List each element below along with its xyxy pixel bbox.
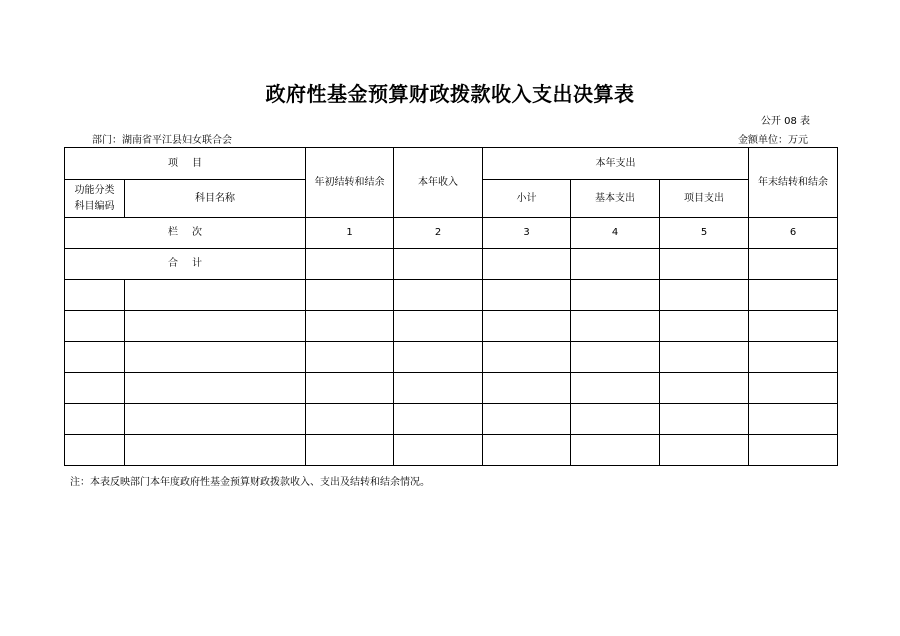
table-cell — [306, 435, 394, 466]
column-number: 5 — [660, 218, 749, 249]
header-subtotal: 小计 — [483, 180, 571, 218]
table-cell — [749, 435, 838, 466]
table-cell — [749, 404, 838, 435]
table-cell — [660, 311, 749, 342]
table-cell — [125, 373, 306, 404]
table-cell — [483, 311, 571, 342]
header-closing-balance: 年末结转和结余 — [749, 148, 838, 218]
table-cell — [571, 435, 660, 466]
table-cell — [660, 249, 749, 280]
table-cell — [65, 404, 125, 435]
table-cell — [306, 249, 394, 280]
table-cell — [394, 280, 483, 311]
header-project: 项目支出 — [660, 180, 749, 218]
total-label: 合计 — [65, 249, 306, 280]
column-number: 4 — [571, 218, 660, 249]
budget-table — [64, 147, 838, 466]
column-number-label: 栏次 — [65, 218, 306, 249]
footnote: 注：本表反映部门本年度政府性基金预算财政拨款收入、支出及结转和结余情况。 — [70, 477, 430, 488]
table-row — [65, 311, 838, 342]
table-cell — [394, 311, 483, 342]
table-cell — [394, 404, 483, 435]
table-row — [65, 342, 838, 373]
table-cell — [65, 342, 125, 373]
table-cell — [749, 311, 838, 342]
form-number: 公开 08 表 — [760, 116, 810, 127]
table-cell — [306, 342, 394, 373]
header-item: 项目 — [65, 148, 306, 180]
header-income: 本年收入 — [394, 148, 483, 218]
table-cell — [660, 404, 749, 435]
header-func-code-line1: 功能分类 — [74, 184, 115, 196]
column-number: 3 — [483, 218, 571, 249]
table-cell — [483, 373, 571, 404]
table-cell — [125, 311, 306, 342]
table-cell — [749, 373, 838, 404]
table-cell — [125, 435, 306, 466]
table-cell — [571, 280, 660, 311]
table-cell — [65, 311, 125, 342]
total-row — [65, 249, 838, 280]
table-cell — [571, 342, 660, 373]
header-func-code-line2: 科目编码 — [74, 200, 115, 212]
table-row — [65, 280, 838, 311]
table-cell — [483, 280, 571, 311]
header-expenditure: 本年支出 — [483, 148, 749, 180]
table-cell — [306, 280, 394, 311]
table-cell — [306, 373, 394, 404]
table-cell — [125, 280, 306, 311]
table-cell — [571, 249, 660, 280]
table-cell — [749, 280, 838, 311]
table-cell — [483, 435, 571, 466]
table-cell — [660, 435, 749, 466]
header-opening-balance: 年初结转和结余 — [306, 148, 394, 218]
column-number: 2 — [394, 218, 483, 249]
header-subject-name: 科目名称 — [125, 180, 306, 218]
table-row — [65, 373, 838, 404]
table-cell — [65, 435, 125, 466]
table-cell — [394, 373, 483, 404]
table-cell — [571, 404, 660, 435]
table-cell — [749, 342, 838, 373]
table-cell — [660, 373, 749, 404]
header-basic: 基本支出 — [571, 180, 660, 218]
table-row — [65, 404, 838, 435]
table-cell — [483, 404, 571, 435]
page-title: 政府性基金预算财政拨款收入支出决算表 — [265, 82, 635, 106]
table-cell — [306, 311, 394, 342]
table-cell — [483, 342, 571, 373]
table-cell — [660, 280, 749, 311]
table-cell — [571, 373, 660, 404]
column-number: 1 — [306, 218, 394, 249]
column-number-row — [65, 218, 838, 249]
table-cell — [65, 280, 125, 311]
table-cell — [660, 342, 749, 373]
table-cell — [571, 311, 660, 342]
table-cell — [394, 435, 483, 466]
table-cell — [749, 249, 838, 280]
header-func-code — [65, 180, 125, 218]
table-cell — [125, 404, 306, 435]
table-cell — [306, 404, 394, 435]
table-cell — [394, 249, 483, 280]
unit-label: 金额单位：万元 — [738, 135, 808, 146]
table-cell — [65, 373, 125, 404]
department-label: 部门：湖南省平江县妇女联合会 — [92, 135, 232, 146]
table-cell — [125, 342, 306, 373]
table-cell — [483, 249, 571, 280]
column-number: 6 — [749, 218, 838, 249]
table-row — [65, 435, 838, 466]
table-cell — [394, 342, 483, 373]
